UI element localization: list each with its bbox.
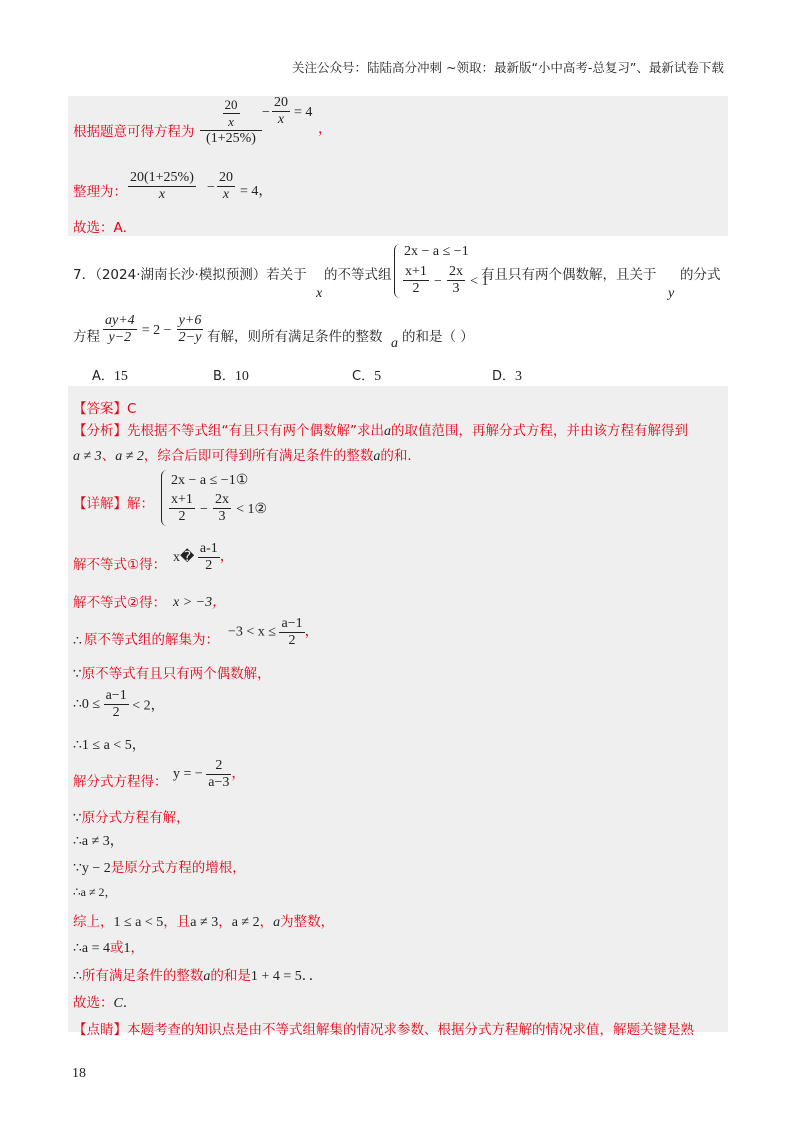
prev-line1-comma: ，: [318, 121, 332, 137]
point-line: 【点睛】本题考查的知识点是由不等式组解集的情况求参数、根据分式方程解的情况求值，解题关键是熟: [73, 1022, 694, 1038]
option-c[interactable]: C．5: [352, 369, 382, 384]
step9: ∴a ≠ 3，: [73, 834, 124, 849]
step7-math: y = − $\frac{2}{a-3}$ ，: [173, 758, 246, 790]
option-b[interactable]: B．10: [213, 369, 249, 384]
option-a[interactable]: A．15: [92, 369, 128, 384]
step4: ∵原不等式有且只有两个偶数解，: [73, 666, 271, 682]
prev-line2-frac2: $\frac{20}{x}$: [219, 170, 233, 202]
page-header: 关注公众号：陆陆高分冲刺 ~领取：最新版“小中高考-总复习”、最新试卷下载: [292, 60, 724, 75]
question-var-a: a: [391, 336, 398, 351]
question-fraction-equation: $\frac{ay+4}{y-2}$ = 2 − $\frac{y+6}{2-y}$: [105, 313, 202, 345]
step3-therefore: ∴: [73, 634, 82, 649]
step3-label: 原不等式组的解集为：: [84, 632, 219, 648]
question-system-line1: 2x − a ≤ −1: [404, 244, 469, 259]
prev-line1-frac2: $\frac{20}{x}$: [274, 95, 288, 127]
prev-line2-equals: = 4，: [240, 184, 273, 199]
step3-math: −3 < x ≤ $\frac{a-1}{2}$ ，: [228, 616, 319, 648]
prev-solution-box: [68, 96, 728, 236]
step10: ∵y − 2是原分式方程的增根，: [73, 860, 246, 876]
question-stem-part1: 7．（2024·湖南长沙·模拟预测）若关于: [73, 267, 307, 283]
step12: 综上，1 ≤ a < 5，且a ≠ 3，a ≠ 2，a为整数，: [73, 914, 335, 930]
step2-label: 解不等式②得：: [73, 595, 167, 611]
step6-math: ∴1 ≤ a < 5，: [73, 738, 146, 753]
question-line2-c: 的和是（ ）: [402, 329, 474, 345]
question-line2-a: 方程: [73, 329, 100, 345]
question-var-x: x: [316, 286, 323, 301]
step11: ∴a ≠ 2，: [73, 885, 117, 899]
question-system-line2: $\frac{x+1}{2}$ − $\frac{2x}{3}$ < 1: [405, 264, 489, 296]
question-stem-part3: 有且只有两个偶数解，且关于: [481, 267, 657, 283]
detail-system-line2: $\frac{x+1}{2}$ − $\frac{2x}{3}$ < 1②: [171, 492, 268, 524]
step1-label: 解不等式①得：: [73, 557, 167, 573]
question-line2-b: 有解，则所有满足条件的整数: [207, 329, 383, 345]
step13: ∴a = 4或1，: [73, 940, 145, 956]
step15: 故选：C．: [73, 995, 137, 1011]
step7-label: 解分式方程得：: [73, 774, 168, 790]
analysis-line2: a ≠ 3、a ≠ 2，综合后即可得到所有满足条件的整数a的和．: [73, 448, 421, 464]
prev-line1-formula: $\frac{\frac{20}{x}}{(1+25\%)}$: [200, 97, 262, 147]
prev-line2-minus: −: [207, 180, 215, 195]
step1-math: x� $\frac{a-1}{2}$ ，: [173, 541, 234, 573]
step2-math: x > −3，: [173, 595, 227, 610]
option-d[interactable]: D．3: [492, 369, 523, 384]
detail-system-line1: 2x − a ≤ −1①: [171, 473, 249, 488]
prev-line1-label: 根据题意可得方程为: [73, 124, 195, 140]
question-stem-part2: 的不等式组: [324, 267, 392, 283]
prev-line1-tail: −: [262, 105, 270, 120]
prev-line2-formula: $\frac{20(1+25\%)}{x}$: [130, 170, 194, 202]
prev-line1-equals: = 4: [294, 105, 313, 120]
page-number: 18: [72, 1066, 86, 1081]
step14: ∴所有满足条件的整数a的和是1 + 4 = 5．．: [73, 968, 323, 984]
prev-line3: 故选：A．: [73, 220, 137, 236]
prev-line2-label: 整理为：: [73, 184, 127, 200]
question-system-brace: [394, 244, 401, 298]
analysis-line1: 【分析】先根据不等式组“有且只有两个偶数解”求出a的取值范围，再解分式方程，并由该方程有解得到: [73, 423, 688, 439]
question-var-y: y: [668, 286, 675, 301]
step5-math: ∴0 ≤ $\frac{a-1}{2}$ < 2，: [73, 688, 165, 720]
question-stem-part4: 的分式: [680, 267, 721, 283]
detail-system-brace: [161, 470, 168, 526]
detail-tag: 【详解】解：: [73, 496, 154, 512]
step8: ∵原分式方程有解，: [73, 810, 190, 826]
answer-line: 【答案】C: [73, 401, 137, 417]
